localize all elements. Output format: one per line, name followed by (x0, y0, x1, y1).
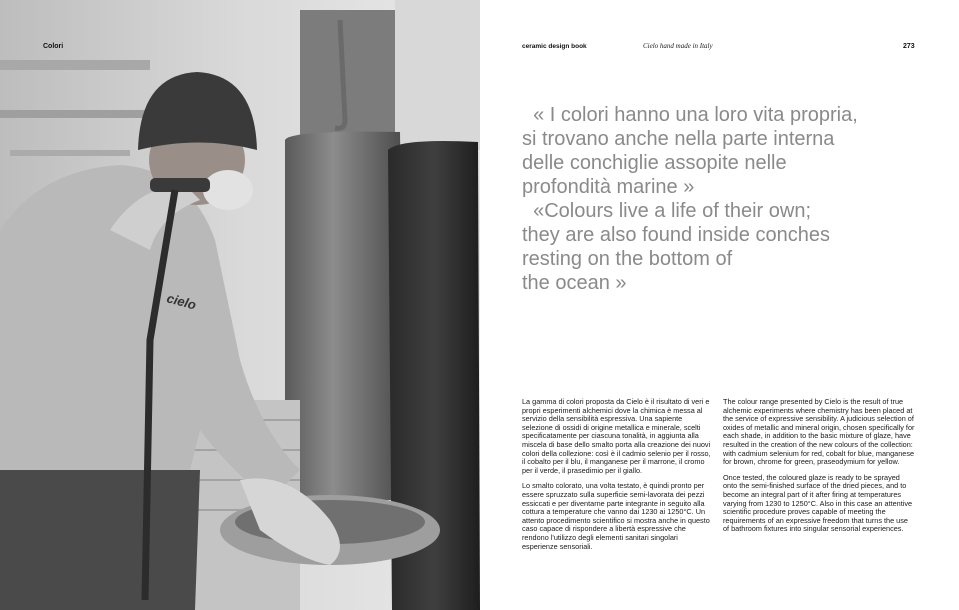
shirt-logo: cielo (165, 290, 198, 313)
quote-line: resting on the bottom of (522, 248, 733, 270)
page-number: 273 (903, 43, 915, 50)
pull-quote (522, 103, 902, 295)
english-body-column (723, 398, 915, 541)
quote-line: profondità marine » (522, 176, 695, 198)
body-paragraph: La gamma di colori proposta da Cielo è il risultato di veri e propri esperimenti alchemici dove la chimica è messa al servizio della sensibilità espressiva. Una sapiente selezione di ossidi di origine metallica e minerale, scelti specificatamente per ciascuna tonalità, in aggiunta alla miscela di base dello smalto porta alla creazione dei nuovi colori della collezione: così è il cadmio selenio per il rosso, il cobalto per il blu, il manganese per il marrone, il cromo per il verde, il prasedimio per il giallo. (522, 397, 711, 475)
body-paragraph: Once tested, the coloured glaze is ready to be sprayed onto the semi-finished surface of the dried pieces, and to become an integral part of it after firing at temperatures varying from 1230 to 1250°C. Also in this case an attentive scientific procedure proves capable of meeting the requirements of an expressive freedom that turns the use of bathroom fixtures into singular sensorial experiences. (723, 472, 913, 534)
text-page (480, 0, 959, 610)
quote-line: delle conchiglie assopite nelle (522, 152, 787, 174)
section-label: Colori (43, 43, 64, 50)
quote-line: «Colours live a life of their own; (522, 200, 812, 222)
quote-line: they are also found inside conches (522, 224, 830, 246)
book-title: ceramic design book (522, 43, 587, 50)
body-paragraph: Lo smalto colorato, una volta testato, è quindi pronto per essere spruzzato sulla superficie semi-lavorata dei pezzi essiccati e per diventarne parte integrante in seguito alla cottura a temperature che vanno dai 1230 ai 1250°C. Un attento procedimento scientifico si mostra anche in questo caso capace di rispondere a libertà espressive che rendono l'utilizzo degli elementi sanitari singolari esperienze sensoriali. (522, 481, 710, 551)
book-subtitle: Cielo hand made in Italy (643, 42, 713, 50)
body-paragraph: The colour range presented by Cielo is the result of true alchemic experiments where chemistry has been placed at the service of expressive sensibility. A judicious selection of oxides of metallic and mineral origin, chosen specifically for each shade, in addition to the basic mixture of glaze, have resulted in the creation of the new colours of the collection: with cadmium selenium for red, cobalt for blue, manganese for brown, chrome for green, praseodymium for yellow. (723, 397, 915, 467)
italian-body-column (522, 398, 714, 558)
quote-line: si trovano anche nella parte interna (522, 128, 835, 150)
quote-line: the ocean » (522, 272, 627, 294)
quote-line: « I colori hanno una loro vita propria, (522, 104, 858, 126)
